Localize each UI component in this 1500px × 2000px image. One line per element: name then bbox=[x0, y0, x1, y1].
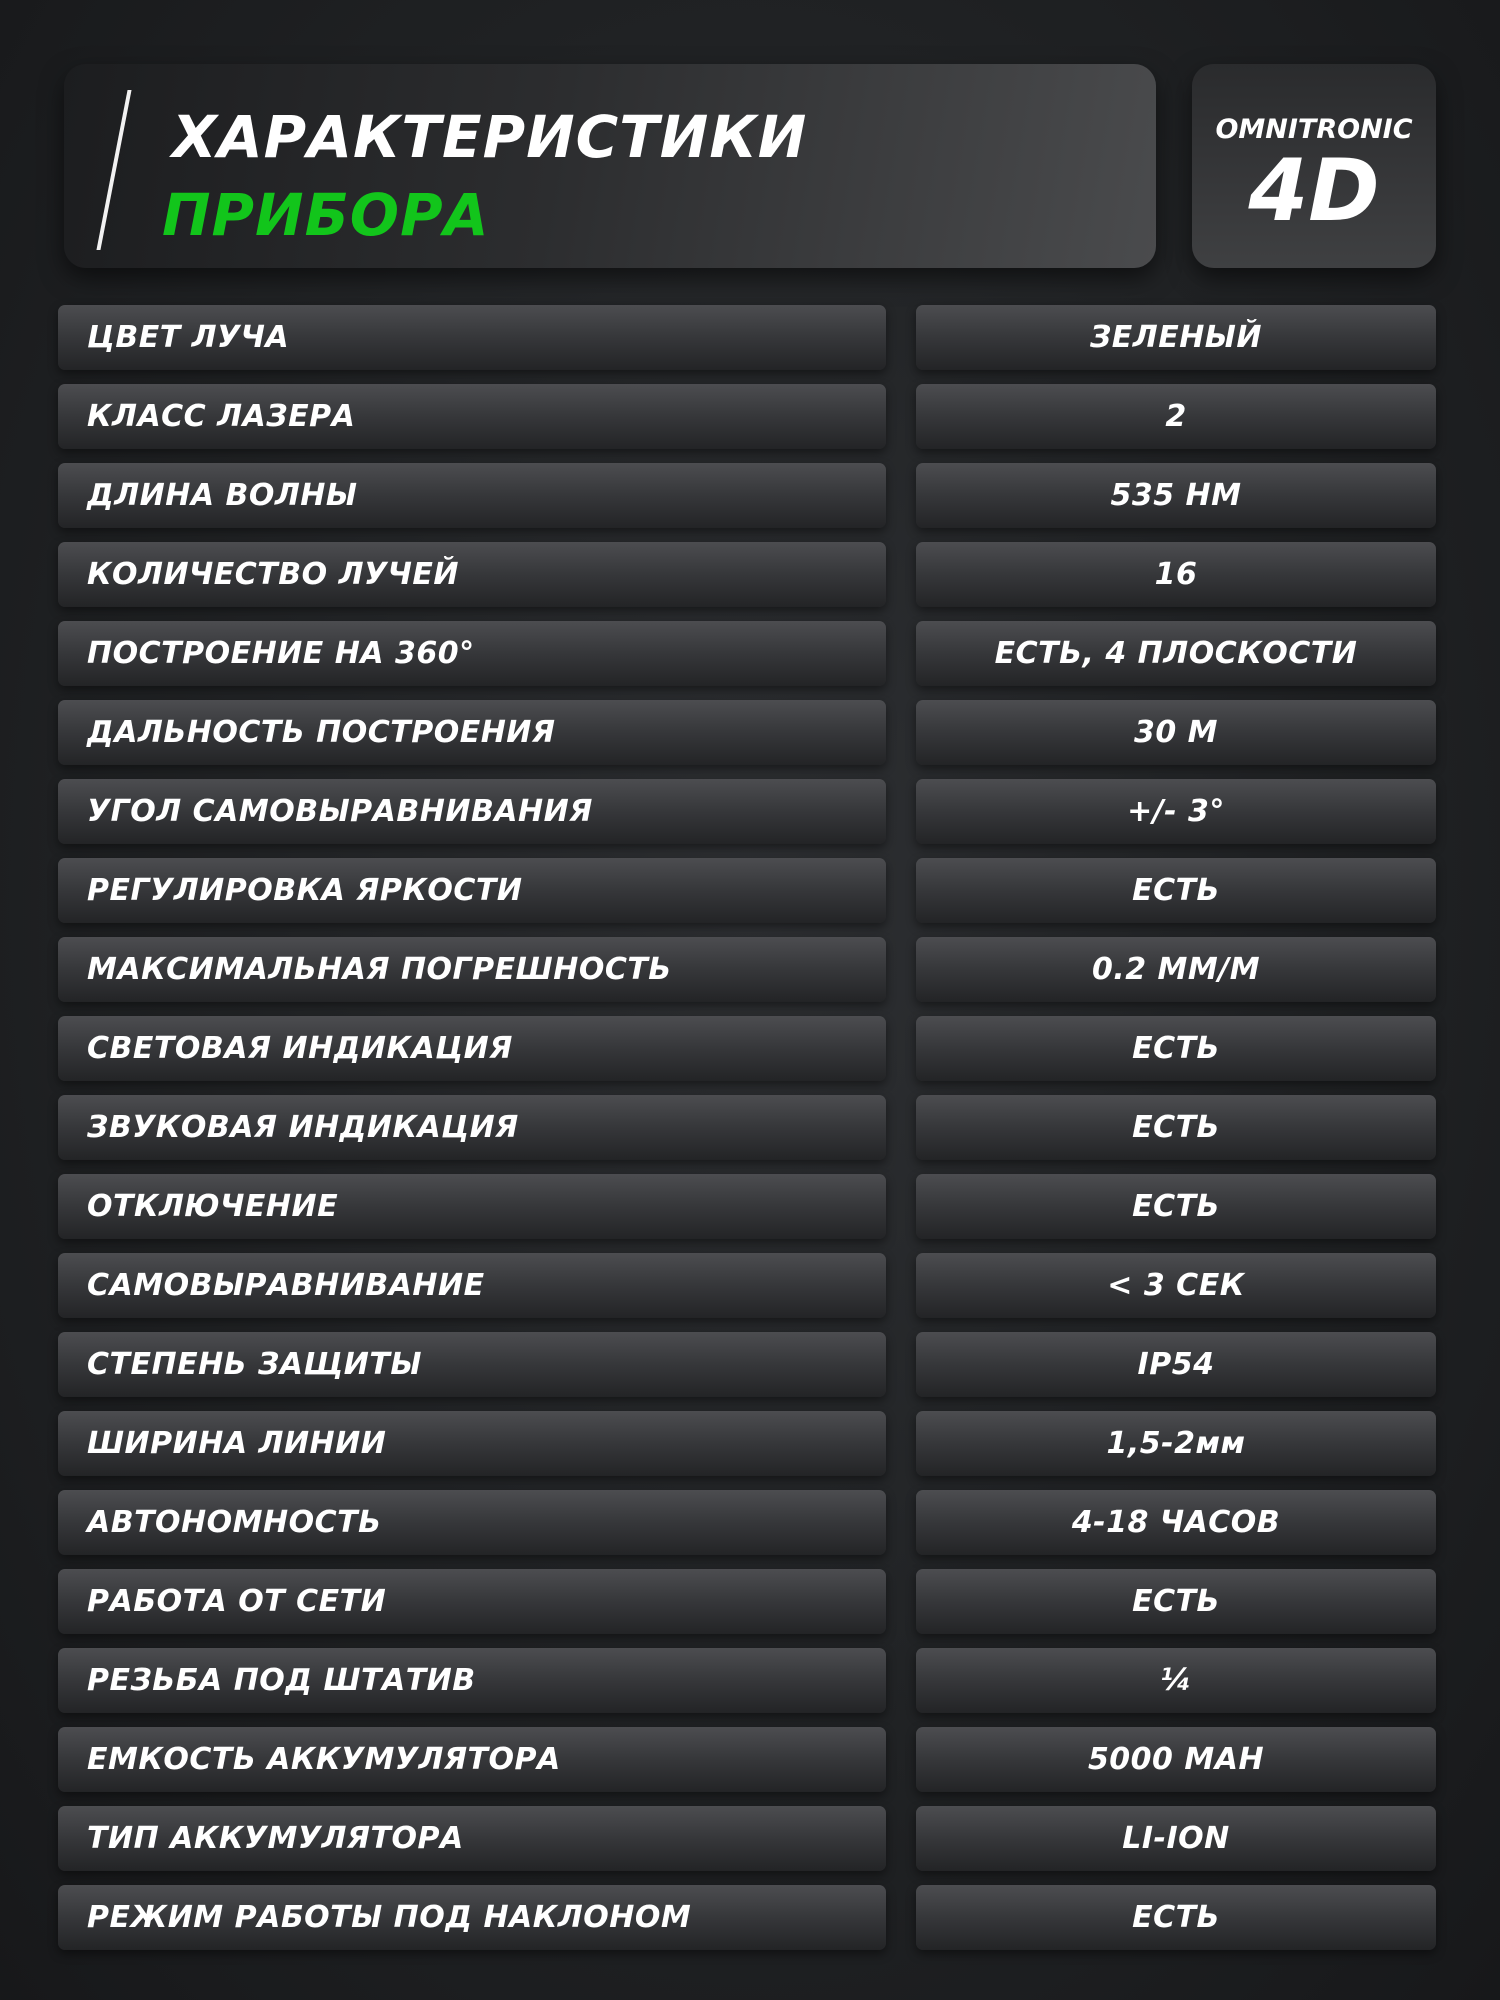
spec-label: ПОСТРОЕНИЕ НА 360° bbox=[58, 621, 886, 686]
spec-label: ЦВЕТ ЛУЧА bbox=[58, 305, 886, 370]
spec-row bbox=[58, 1253, 1436, 1318]
spec-row bbox=[58, 1806, 1436, 1871]
spec-value: ЕСТЬ bbox=[916, 1095, 1436, 1160]
spec-label: ШИРИНА ЛИНИИ bbox=[58, 1411, 886, 1476]
spec-row bbox=[58, 463, 1436, 528]
spec-value: ЕСТЬ bbox=[916, 1016, 1436, 1081]
spec-label: ЕМКОСТЬ АККУМУЛЯТОРА bbox=[58, 1727, 886, 1792]
spec-row bbox=[58, 542, 1436, 607]
spec-label: СВЕТОВАЯ ИНДИКАЦИЯ bbox=[58, 1016, 886, 1081]
spec-row bbox=[58, 779, 1436, 844]
spec-value: ЕСТЬ bbox=[916, 858, 1436, 923]
spec-value: 0.2 ММ/М bbox=[916, 937, 1436, 1002]
spec-label: РАБОТА ОТ СЕТИ bbox=[58, 1569, 886, 1634]
spec-value: 4-18 ЧАСОВ bbox=[916, 1490, 1436, 1555]
spec-label: ДЛИНА ВОЛНЫ bbox=[58, 463, 886, 528]
spec-label: РЕЗЬБА ПОД ШТАТИВ bbox=[58, 1648, 886, 1713]
spec-value: +/- 3° bbox=[916, 779, 1436, 844]
spec-row bbox=[58, 858, 1436, 923]
model-name: 4D bbox=[1248, 141, 1380, 241]
spec-value: ЕСТЬ bbox=[916, 1569, 1436, 1634]
spec-label: ДАЛЬНОСТЬ ПОСТРОЕНИЯ bbox=[58, 700, 886, 765]
spec-label: РЕГУЛИРОВКА ЯРКОСТИ bbox=[58, 858, 886, 923]
spec-row bbox=[58, 1332, 1436, 1397]
spec-label: СТЕПЕНЬ ЗАЩИТЫ bbox=[58, 1332, 886, 1397]
spec-row bbox=[58, 1727, 1436, 1792]
spec-row bbox=[58, 1885, 1436, 1950]
spec-row bbox=[58, 937, 1436, 1002]
spec-value: IP54 bbox=[916, 1332, 1436, 1397]
spec-row bbox=[58, 1411, 1436, 1476]
brand-badge bbox=[1192, 64, 1436, 268]
spec-label: ЗВУКОВАЯ ИНДИКАЦИЯ bbox=[58, 1095, 886, 1160]
spec-label: КОЛИЧЕСТВО ЛУЧЕЙ bbox=[58, 542, 886, 607]
spec-value: 2 bbox=[916, 384, 1436, 449]
spec-value: ЕСТЬ bbox=[916, 1174, 1436, 1239]
spec-table bbox=[58, 305, 1436, 1964]
spec-label: ОТКЛЮЧЕНИЕ bbox=[58, 1174, 886, 1239]
spec-label: АВТОНОМНОСТЬ bbox=[58, 1490, 886, 1555]
page-title-line1: ХАРАКТЕРИСТИКИ bbox=[172, 103, 808, 171]
spec-row bbox=[58, 1016, 1436, 1081]
spec-value: LI-ION bbox=[916, 1806, 1436, 1871]
spec-label: УГОЛ САМОВЫРАВНИВАНИЯ bbox=[58, 779, 886, 844]
spec-row bbox=[58, 384, 1436, 449]
brand-name: OMNITRONIC bbox=[1215, 114, 1413, 145]
spec-row bbox=[58, 621, 1436, 686]
spec-value: 30 М bbox=[916, 700, 1436, 765]
spec-value: 535 НМ bbox=[916, 463, 1436, 528]
page-title-line2: ПРИБОРА bbox=[162, 181, 490, 249]
spec-row bbox=[58, 305, 1436, 370]
spec-row bbox=[58, 1490, 1436, 1555]
spec-row bbox=[58, 1569, 1436, 1634]
spec-value: 5000 МАН bbox=[916, 1727, 1436, 1792]
spec-label: РЕЖИМ РАБОТЫ ПОД НАКЛОНОМ bbox=[58, 1885, 886, 1950]
spec-row bbox=[58, 1095, 1436, 1160]
spec-row bbox=[58, 1648, 1436, 1713]
spec-label: МАКСИМАЛЬНАЯ ПОГРЕШНОСТЬ bbox=[58, 937, 886, 1002]
spec-value: < 3 СЕК bbox=[916, 1253, 1436, 1318]
spec-label: САМОВЫРАВНИВАНИЕ bbox=[58, 1253, 886, 1318]
spec-label: КЛАСС ЛАЗЕРА bbox=[58, 384, 886, 449]
spec-value: 16 bbox=[916, 542, 1436, 607]
spec-row bbox=[58, 1174, 1436, 1239]
spec-value: ЕСТЬ, 4 ПЛОСКОСТИ bbox=[916, 621, 1436, 686]
spec-value: ЗЕЛЕНЫЙ bbox=[916, 305, 1436, 370]
spec-value: ЕСТЬ bbox=[916, 1885, 1436, 1950]
spec-value: 1,5-2мм bbox=[916, 1411, 1436, 1476]
spec-value: ¼ bbox=[916, 1648, 1436, 1713]
spec-row bbox=[58, 700, 1436, 765]
spec-label: ТИП АККУМУЛЯТОРА bbox=[58, 1806, 886, 1871]
